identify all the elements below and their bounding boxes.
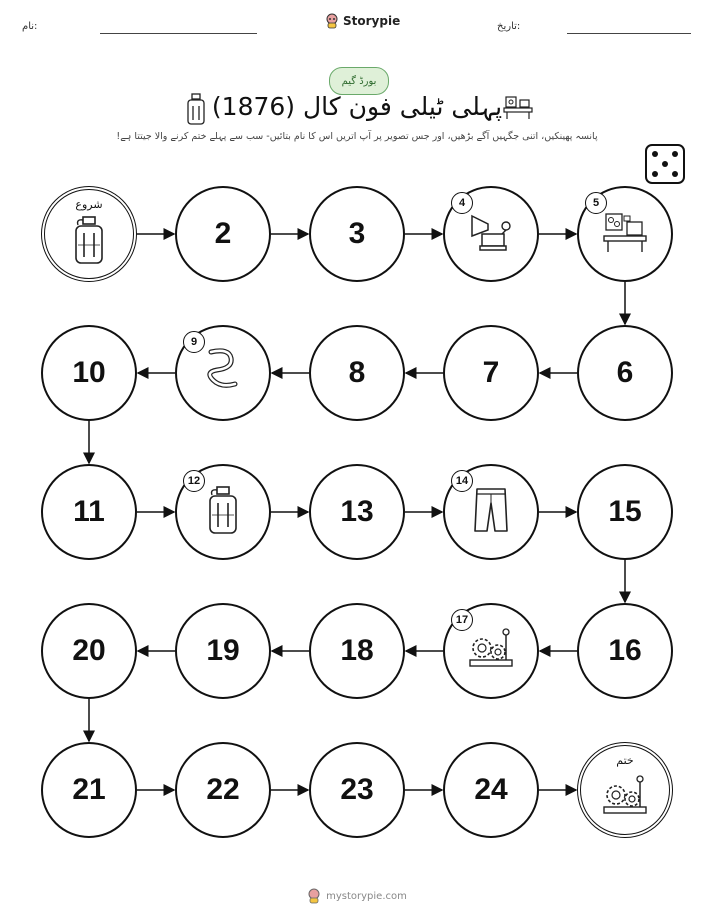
gramophone-icon [468,210,514,258]
space-number-tag: 4 [451,192,473,214]
board-space-18 [309,603,405,699]
board-space-23 [309,742,405,838]
jar-battery-icon [206,485,240,539]
name-label: نام: [22,21,38,32]
board-space-7 [443,325,539,421]
space-number: 18 [340,634,374,667]
wire-icon [201,346,245,400]
board-space-4 [443,186,539,282]
space-number: 10 [72,356,106,389]
brand-name: Storypie [343,14,401,28]
space-number: 13 [340,495,374,528]
board-space-22 [175,742,271,838]
board-game-badge: بورڈ گیم [329,67,389,95]
space-number: 11 [73,495,105,528]
space-number-tag: 12 [183,470,205,492]
space-number: 6 [616,356,634,389]
space-number: 23 [340,773,374,806]
start-space [41,186,137,282]
board-space-10 [41,325,137,421]
trousers-icon [471,485,511,539]
space-number-tag: 14 [451,470,473,492]
board-space-16 [577,603,673,699]
space-number: 15 [608,495,642,528]
board-space-3 [309,186,405,282]
board-space-15 [577,464,673,560]
date-label: تاریخ: [497,21,521,32]
board-space-2 [175,186,271,282]
space-number-tag: 5 [585,192,607,214]
space-number-tag: 9 [183,331,205,353]
board-space-14 [443,464,539,560]
board-space-13 [309,464,405,560]
space-number: 20 [72,634,106,667]
board-space-5 [577,186,673,282]
space-number: 3 [348,217,366,250]
space-number: 24 [474,773,508,806]
jar-battery-icon [72,215,106,269]
finish-space [577,742,673,838]
board-space-21 [41,742,137,838]
finish-label: ختم [616,754,634,767]
page-title: پہلی ٹیلی فون کال (1876) [211,92,503,121]
space-number: 21 [72,773,106,806]
board-space-6 [577,325,673,421]
space-number: 8 [348,356,366,389]
board-space-20 [41,603,137,699]
board-space-11 [41,464,137,560]
space-number: 22 [206,773,240,806]
footer-url: mystorypie.com [326,890,407,902]
board-space-24 [443,742,539,838]
space-number: 19 [206,634,240,667]
space-number: 2 [214,217,232,250]
start-label: شروع [75,198,103,211]
space-number-tag: 17 [451,609,473,631]
board-space-17 [443,603,539,699]
footer [0,888,714,904]
space-number: 7 [482,356,500,389]
storypie-mascot-icon [307,888,321,904]
board-space-9 [175,325,271,421]
instructions: پانسہ پھینکیں، اتنی جگہیں آگے بڑھیں، اور جس تصویر پر آپ اتریں اس کا نام بتائیں- سب سے پہلے ختم کرنے والا جیتتا ہے! [116,131,598,142]
gears-machine-icon [600,773,650,823]
board-space-19 [175,603,271,699]
gears-machine-icon [466,626,516,676]
workshop-icon [600,210,650,258]
board-space-8 [309,325,405,421]
space-number: 16 [608,634,642,667]
board-space-12 [175,464,271,560]
